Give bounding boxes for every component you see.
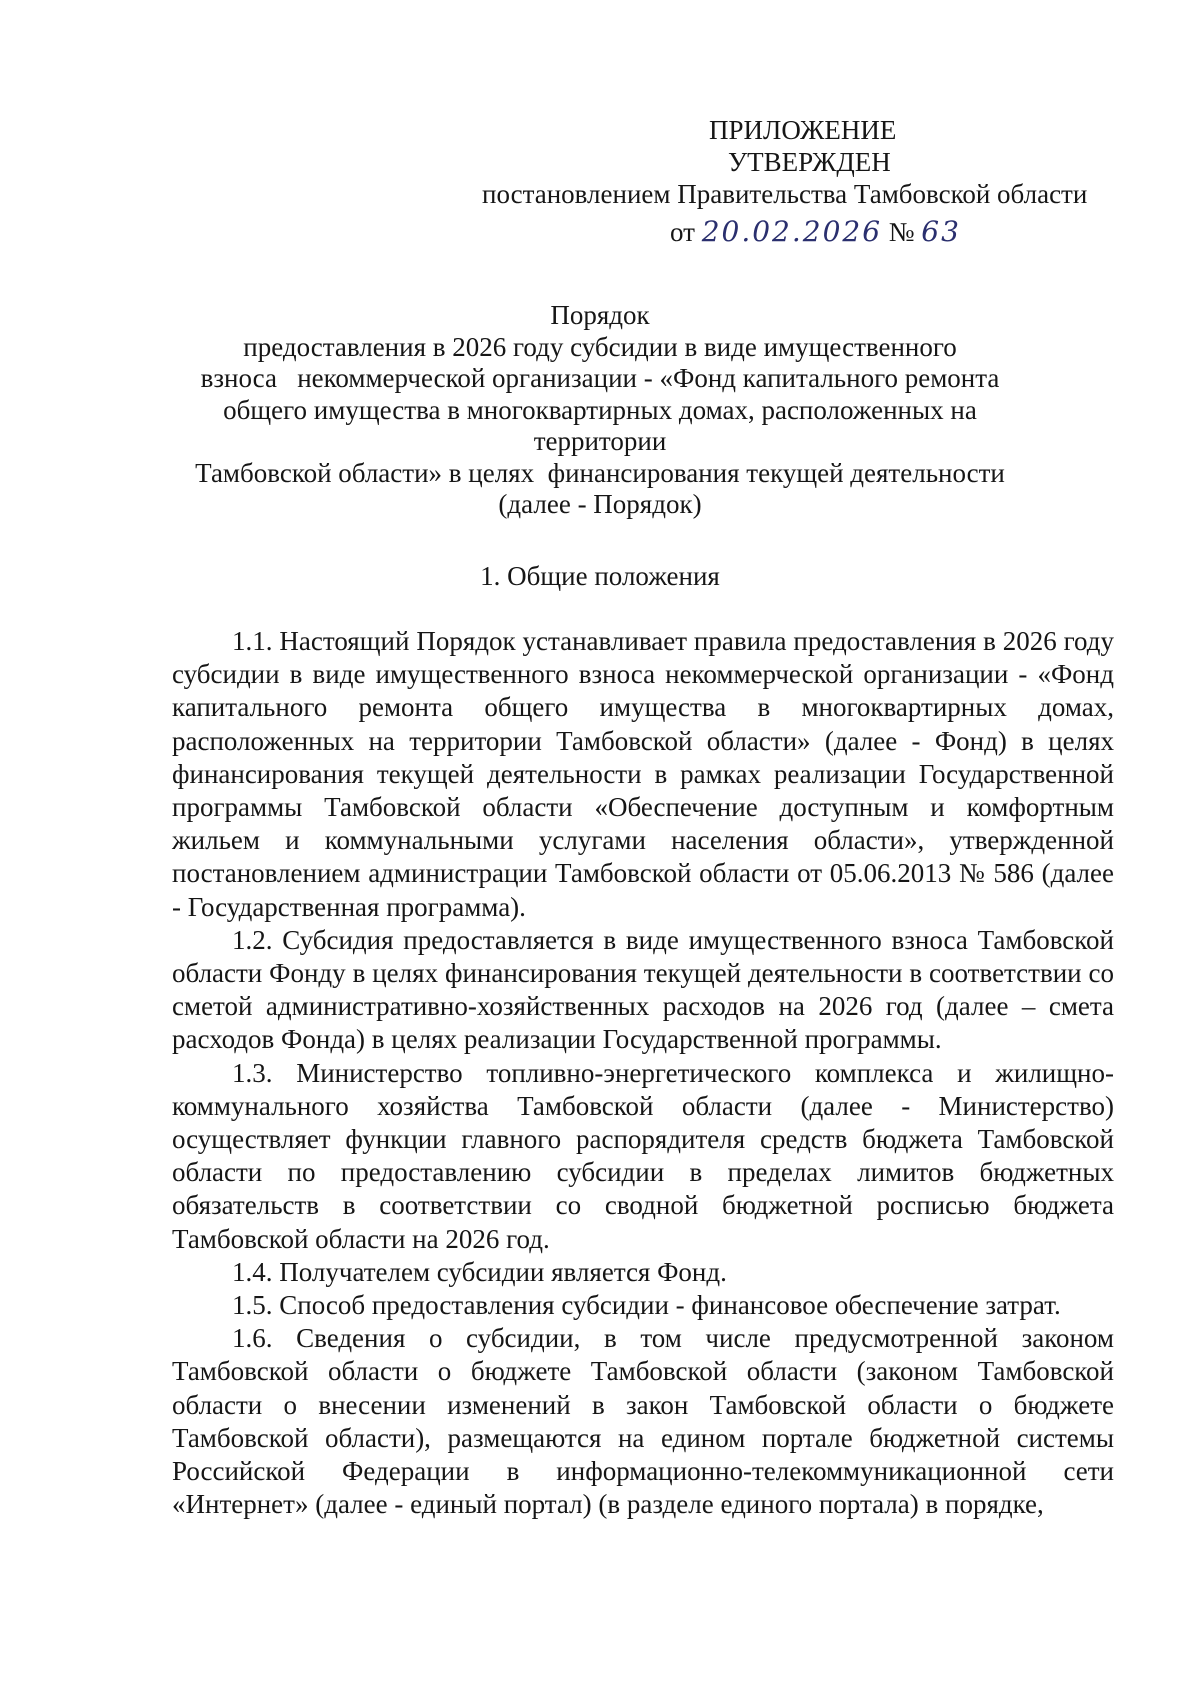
title-line: взноса некоммерческой организации - «Фонд капитального ремонта — [200, 363, 1000, 393]
number-sign: № — [888, 217, 915, 247]
title-line: общего имущества в многоквартирных домах, расположенных на территории — [223, 394, 977, 456]
date-prefix: от — [670, 217, 695, 247]
title-line: Порядок — [550, 300, 650, 330]
document-title — [160, 300, 1040, 521]
title-line: Тамбовской области» в целях финансирования текущей деятельности — [195, 457, 1005, 488]
appendix-label: ПРИЛОЖЕНИЕ — [709, 115, 897, 145]
paragraph-1-5: 1.5. Способ предоставления субсидии - финансовое обеспечение затрат. — [232, 1290, 1061, 1321]
paragraph-1-1: 1.1. Настоящий Порядок устанавливает правила предоставления в 2026 году субсидии в виде имущественного взноса некоммерческой организации - «Фонд капитального ремонта общего имущества в многоквартирных домах, расположенных на территории Тамбовской области» (далее - Фонд) в целях финансирования текущей деятельности в рамках реализации Государственной программы Тамбовской области «Обеспечение доступным и комфортным жильем и коммунальными услугами населения области», утвержденной постановлением администрации Тамбовской области от 05.06.2013 № 586 (далее - Государственная программа). — [172, 626, 1114, 922]
title-line: предоставления в 2026 году субсидии в виде имущественного — [243, 331, 957, 362]
handwritten-date: 20.02.2026 — [701, 215, 883, 248]
approved-label: УТВЕРЖДЕН — [728, 147, 891, 177]
section-body — [172, 625, 1114, 1521]
title-line: (далее - Порядок) — [498, 489, 702, 519]
paragraph-1-6: 1.6. Сведения о субсидии, в том числе предусмотренной законом Тамбовской области о бюджете Тамбовской области (законом Тамбовской области о внесении изменений в закон Тамбовской области о бюджете Тамбовской области), размещаются на едином портале бюджетной системы Российской Федерации в информационно-телекоммуникационной сети «Интернет» (далее - единый портал) (в разделе единого портала) в порядке, — [172, 1323, 1114, 1520]
paragraph-1-4: 1.4. Получателем субсидии является Фонд. — [232, 1256, 727, 1287]
approval-header — [470, 114, 1130, 248]
paragraph-1-2: 1.2. Субсидия предоставляется в виде имущественного взноса Тамбовской области Фонду в целях финансирования текущей деятельности в соответствии со сметой административно-хозяйственных расходов на 2026 год (далее – смета расходов Фонда) в целях реализации Государственной программы. — [172, 924, 1114, 1055]
section-heading: 1. Общие положения — [480, 561, 720, 591]
decree-reference: постановлением Правительства Тамбовской области — [482, 179, 1088, 209]
decree-date-line — [470, 216, 1130, 248]
handwritten-number: 63 — [921, 215, 961, 248]
paragraph-1-3: 1.3. Министерство топливно-энергетического комплекса и жилищно-коммунального хозяйства Тамбовской области (далее - Министерство) осуществляет функции главного распорядителя средств бюджета Тамбовской области по предоставлению субсидии в пределах лимитов бюджетных обязательств в соответствии со сводной бюджетной росписью бюджета Тамбовской области на 2026 год. — [172, 1057, 1114, 1254]
